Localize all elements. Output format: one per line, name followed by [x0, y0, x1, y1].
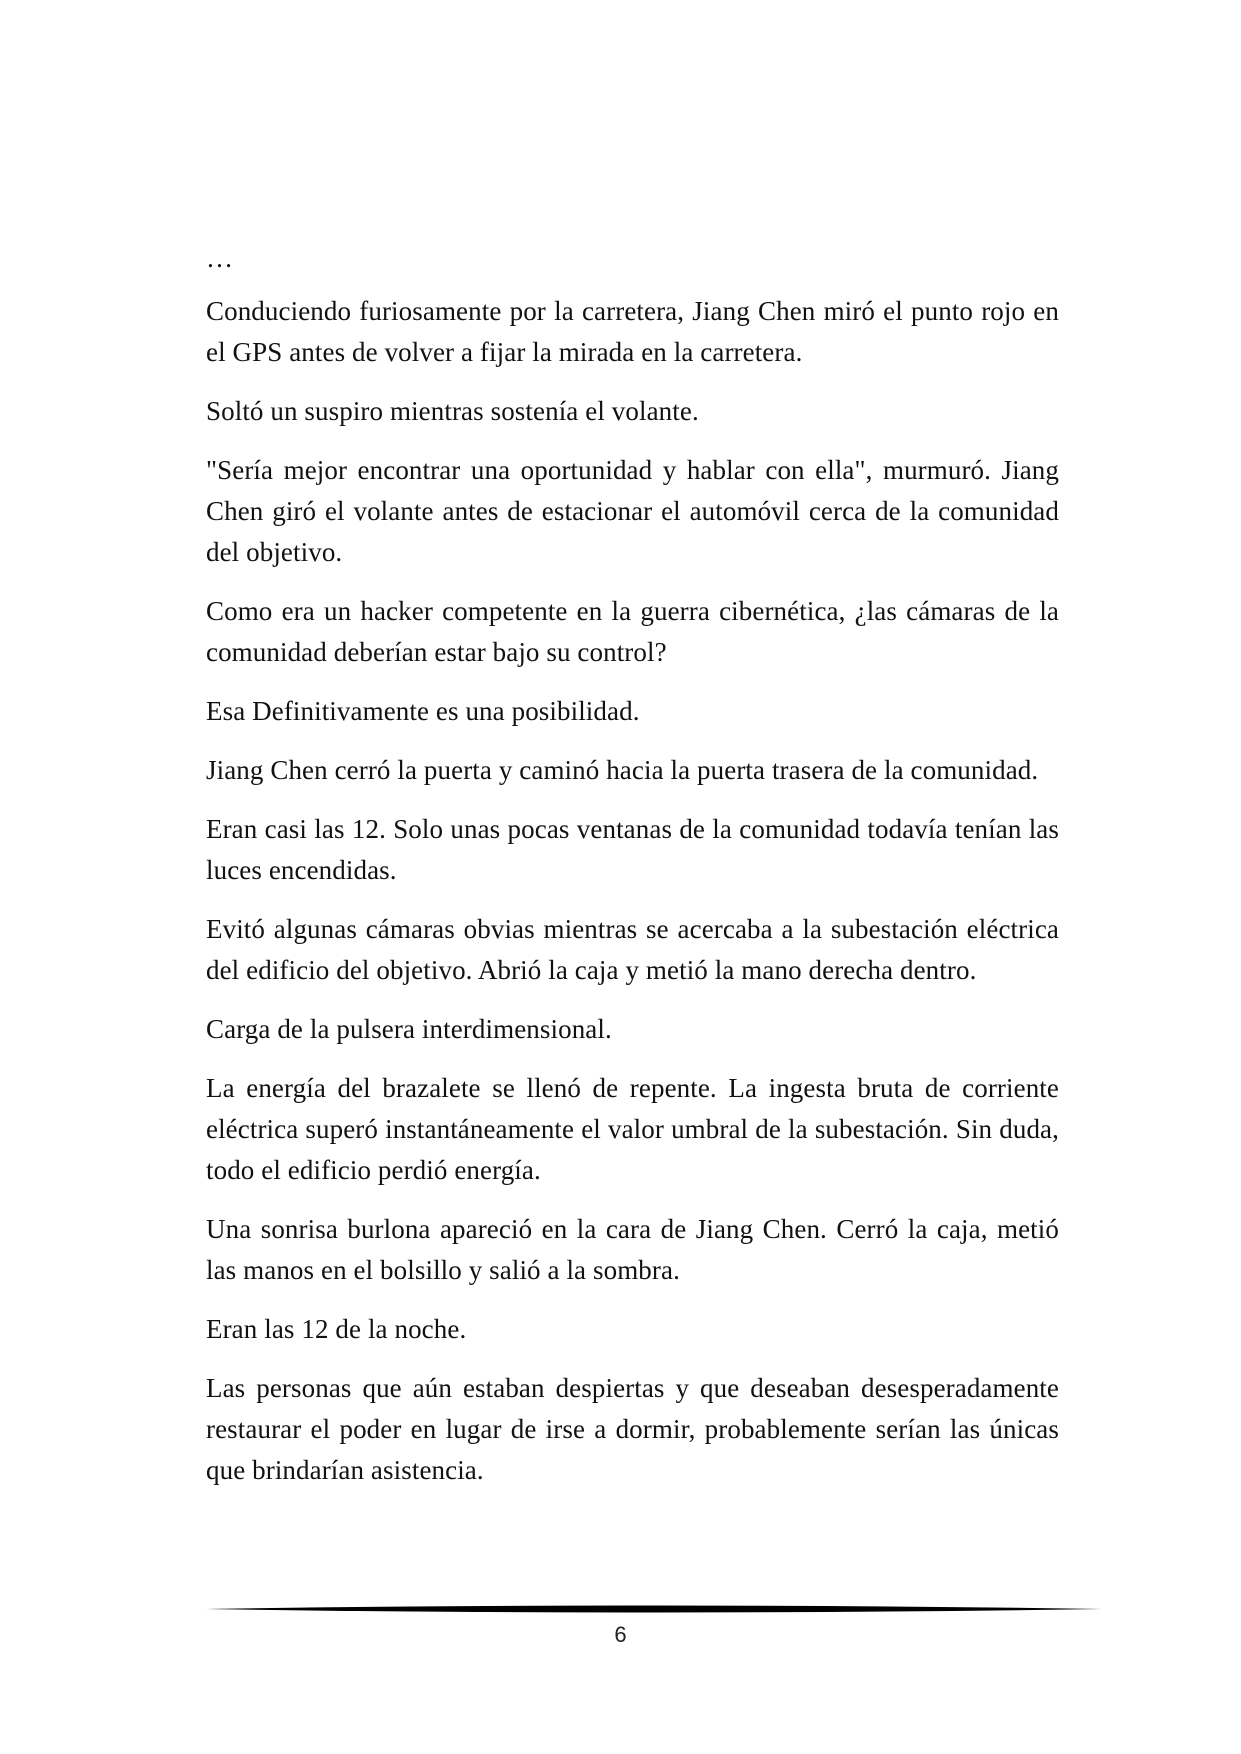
paragraph: Evitó algunas cámaras obvias mientras se acercaba a la subestación eléctrica del edificio del objetivo. Abrió la caja y metió la mano derecha dentro.	[206, 914, 1059, 985]
paragraph: Esa Definitivamente es una posibilidad.	[206, 696, 640, 726]
paragraph: Soltó un suspiro mientras sostenía el volante.	[206, 396, 699, 426]
scene-break-ellipsis: …	[206, 243, 233, 273]
paragraph: Una sonrisa burlona apareció en la cara de Jiang Chen. Cerró la caja, metió las manos en el bolsillo y salió a la sombra.	[206, 1214, 1059, 1285]
paragraph: Carga de la pulsera interdimensional.	[206, 1014, 612, 1044]
paragraph: "Sería mejor encontrar una oportunidad y hablar con ella", murmuró. Jiang Chen giró el volante antes de estacionar el automóvil cerca de la comunidad del objetivo.	[206, 455, 1059, 567]
paragraph: Jiang Chen cerró la puerta y caminó hacia la puerta trasera de la comunidad.	[206, 755, 1039, 785]
paragraph: La energía del brazalete se llenó de repente. La ingesta bruta de corriente eléctrica superó instantáneamente el valor umbral de la subestación. Sin duda, todo el edificio perdió energía.	[206, 1073, 1059, 1185]
paragraph: Eran las 12 de la noche.	[206, 1314, 467, 1344]
paragraph: Las personas que aún estaban despiertas y que deseaban desesperadamente restaurar el poder en lugar de irse a dormir, probablemente serían las únicas que brindarían asistencia.	[206, 1373, 1059, 1485]
paragraph: Como era un hacker competente en la guerra cibernética, ¿las cámaras de la comunidad deberían estar bajo su control?	[206, 596, 1059, 667]
paragraph: Eran casi las 12. Solo unas pocas ventanas de la comunidad todavía tenían las luces encendidas.	[206, 814, 1059, 885]
paragraph: Conduciendo furiosamente por la carretera, Jiang Chen miró el punto rojo en el GPS antes de volver a fijar la mirada en la carretera.	[206, 296, 1059, 367]
page-number: 6	[614, 1622, 627, 1647]
page-body	[206, 238, 1059, 1509]
footer-divider-rule	[206, 1603, 1102, 1617]
